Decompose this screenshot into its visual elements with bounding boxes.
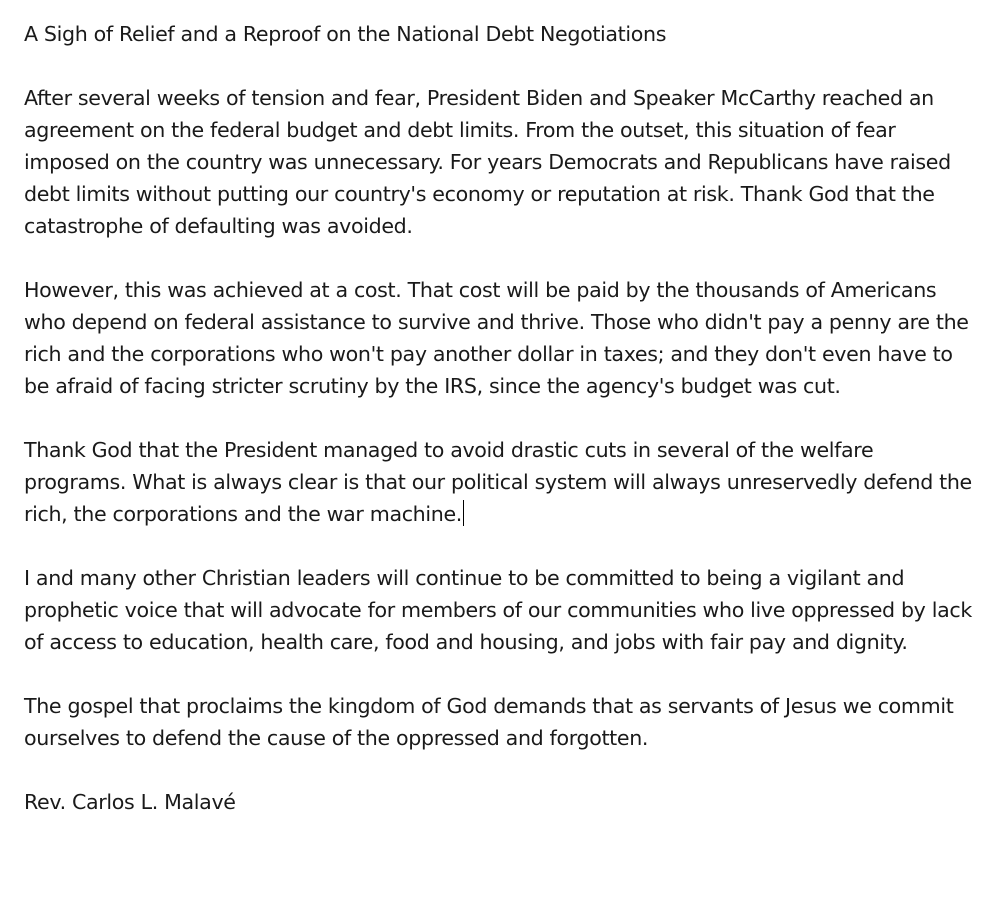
- signature: Rev. Carlos L. Malavé: [24, 790, 236, 814]
- document-title: A Sigh of Relief and a Reproof on the National Debt Negotiations: [24, 22, 667, 46]
- paragraph-2: However, this was achieved at a cost. That cost will be paid by the thousands of Americans who depend on federal assistance to survive and thrive. Those who didn't pay a penny are the rich and the corporations who won't pay another dollar in taxes; and they don't even have to be afraid of facing stricter scrutiny by the IRS, since the agency's budget was cut.: [24, 278, 969, 398]
- text-cursor: [463, 500, 464, 526]
- paragraph-3: [24, 434, 980, 530]
- paragraph-3-text: Thank God that the President managed to avoid drastic cuts in several of the welfare programs. What is always clear is that our political system will always unreservedly defend the rich, the corporations and the war machine.: [24, 438, 972, 526]
- paragraph-5: The gospel that proclaims the kingdom of God demands that as servants of Jesus we commit ourselves to defend the cause of the oppressed and forgotten.: [24, 694, 954, 750]
- paragraph-4: I and many other Christian leaders will continue to be committed to being a vigilant and prophetic voice that will advocate for members of our communities who live oppressed by lack of access to education, health care, food and housing, and jobs with fair pay and dignity.: [24, 566, 972, 654]
- paragraph-1: After several weeks of tension and fear, President Biden and Speaker McCarthy reached an agreement on the federal budget and debt limits. From the outset, this situation of fear imposed on the country was unnecessary. For years Democrats and Republicans have raised debt limits without putting our country's economy or reputation at risk. Thank God that the catastrophe of defaulting was avoided.: [24, 86, 951, 238]
